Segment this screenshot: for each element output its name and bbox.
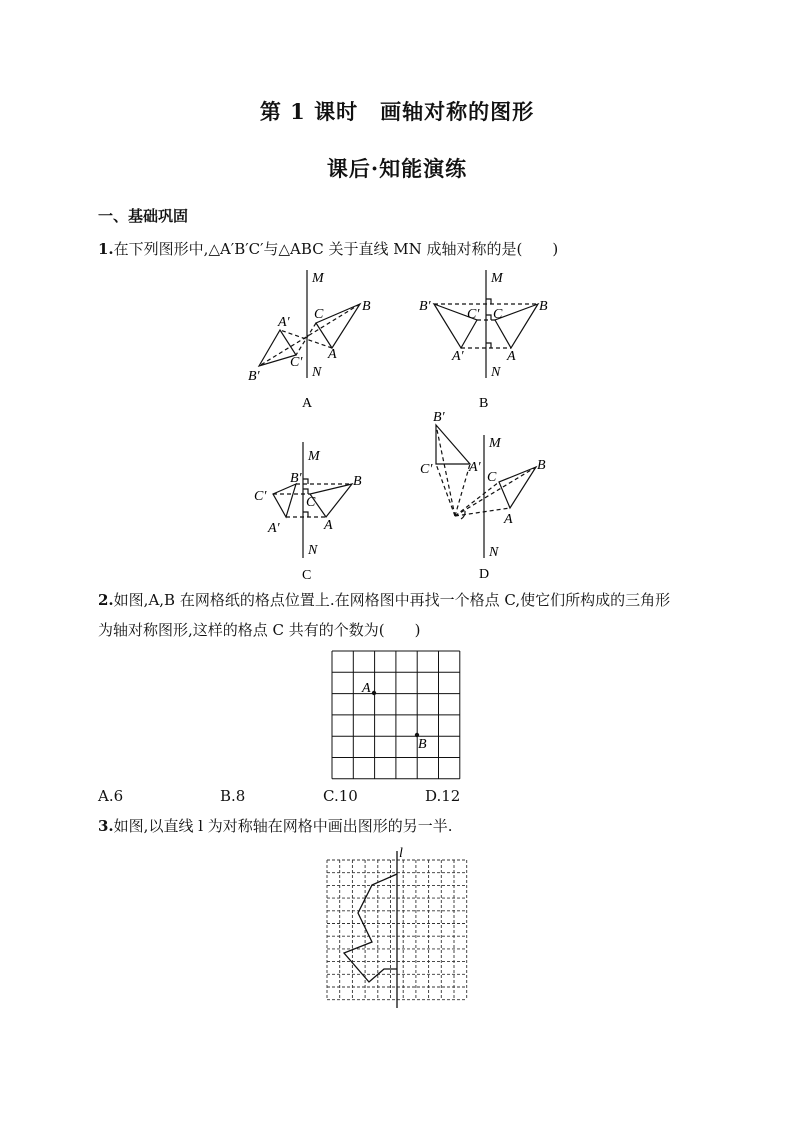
point-a [372, 691, 376, 695]
label-b1: B′ [433, 410, 445, 425]
label-m: M [312, 271, 324, 286]
label-c1: C′ [467, 307, 480, 322]
label-c: C [487, 470, 497, 485]
label-b: B [537, 458, 546, 473]
label-a1: A′ [452, 349, 464, 364]
question-number: 1. [98, 240, 114, 258]
question-3 [98, 813, 698, 839]
label-l: l [399, 846, 403, 861]
label-a1: A′ [268, 521, 280, 536]
label-c: C [314, 307, 324, 322]
option-label-d: D [479, 567, 490, 582]
triangle-abc [499, 467, 536, 508]
question-text: 在下列图形中,△A′B′C′与△ABC 关于直线 MN 成轴对称的是( ) [113, 240, 559, 258]
label-a1: A′ [469, 460, 481, 475]
label-b1: B′ [248, 369, 260, 384]
label-c1: C′ [254, 489, 267, 504]
label-a1: A′ [278, 315, 290, 330]
triangle-a1b1c1 [436, 425, 470, 464]
label-b1: B′ [290, 471, 302, 486]
label-a: A [504, 512, 513, 527]
option-label-a: A [302, 396, 313, 411]
question-text-line-2: 为轴对称图形,这样的格点 C 共有的个数为( ) [98, 621, 421, 639]
question-number: 2. [98, 591, 114, 609]
symmetry-grid-figure [320, 845, 470, 1010]
label-c: C [493, 307, 503, 322]
label-b: B [362, 299, 371, 314]
label-c: C [306, 495, 316, 510]
option-b[interactable]: B.8 [220, 787, 246, 805]
label-point-b: B [418, 737, 427, 752]
section-heading: 一、基础巩固 [98, 207, 189, 225]
label-a: A [507, 349, 516, 364]
option-a[interactable]: A.6 [98, 787, 124, 805]
label-n: N [491, 365, 501, 380]
label-m: M [491, 271, 503, 286]
label-point-a: A [362, 681, 371, 696]
question-2 [98, 587, 698, 643]
figure-option-a [240, 268, 380, 413]
label-c1: C′ [420, 462, 433, 477]
question-1 [98, 236, 698, 262]
label-b1: B′ [419, 299, 431, 314]
figure-option-d [415, 405, 560, 585]
triangle-a1b1c1 [273, 484, 296, 517]
label-m: M [489, 436, 501, 451]
page-title: 第 1 课时 画轴对称的图形 [259, 99, 535, 124]
question-number: 3. [98, 817, 114, 835]
option-label-c: C [302, 568, 312, 583]
option-c[interactable]: C.10 [323, 787, 358, 805]
triangle-abc [310, 484, 352, 517]
option-label-b: B [479, 396, 489, 411]
label-n: N [489, 545, 499, 560]
label-a: A [328, 347, 337, 362]
option-d[interactable]: D.12 [425, 787, 461, 805]
label-n: N [308, 543, 318, 558]
section-subtitle: 课后·知能演练 [326, 156, 468, 181]
label-m: M [308, 449, 320, 464]
figure-option-c [240, 440, 380, 585]
label-c1: C′ [290, 355, 303, 370]
label-n: N [312, 365, 322, 380]
label-b: B [353, 474, 362, 489]
label-b: B [539, 299, 548, 314]
question-text-line-1: 如图,A,B 在网格纸的格点位置上.在网格图中再找一个格点 C,使它们所构成的三角形 [113, 591, 671, 609]
figure-option-b [415, 268, 560, 413]
grid-figure [330, 650, 462, 780]
label-a: A [324, 518, 333, 533]
question-text: 如图,以直线 l 为对称轴在网格中画出图形的另一半. [113, 817, 453, 835]
